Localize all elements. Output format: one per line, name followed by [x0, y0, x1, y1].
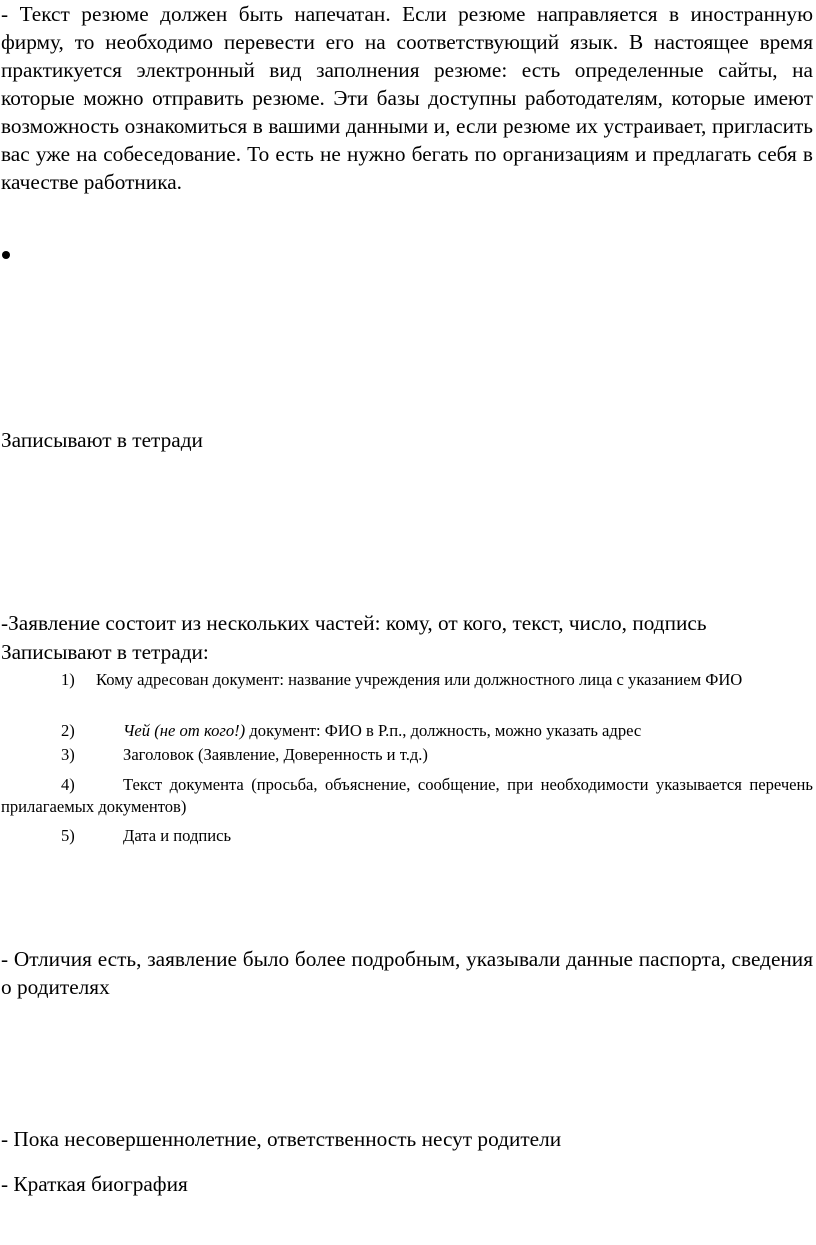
biography-line: - Краткая биография	[1, 1172, 188, 1196]
list-item-text	[123, 720, 813, 742]
list-item-rest: документ: ФИО в Р.п., должность, можно указать адрес	[245, 721, 642, 740]
statement-parts-line: -Заявление состоит из нескольких частей: кому, от кого, текст, число, подпись	[1, 611, 707, 635]
list-number: 5)	[61, 826, 75, 845]
bullet-icon	[2, 251, 10, 259]
list-number: 1)	[61, 670, 75, 689]
list-item-italic: Чей (не от кого!)	[123, 721, 246, 740]
list-item-text: Кому адресован документ: название учреждения или должностного лица с указанием ФИО	[96, 670, 743, 689]
notebook-note-2: Записывают в тетради:	[1, 640, 209, 664]
list-number: 2)	[61, 721, 75, 740]
resume-paragraph: - Текст резюме должен быть напечатан. Если резюме направляется в иностранную фирму, то необходимо перевести его на соответствующий язык. В настоящее время практикуется электронный вид заполнения резюме: есть определенные сайты, на которые можно отправить резюме. Эти базы доступны работодателям, которые имеют возможность ознакомиться в вашими данными и, если резюме их устраивает, пригласить вас уже на собеседование. То есть не нужно бегать по организациям и предлагать себя в качестве работника.	[1, 2, 813, 194]
list-number: 3)	[61, 745, 75, 764]
differences-paragraph: - Отличия есть, заявление было более подробным, указывали данные паспорта, сведения о родителях	[1, 947, 813, 999]
list-item-text: Заголовок (Заявление, Доверенность и т.д.)	[123, 745, 428, 764]
notebook-note-1: Записывают в тетради	[1, 428, 203, 452]
list-number: 4)	[61, 775, 75, 794]
list-item-text: Дата и подпись	[123, 826, 232, 845]
list-item-text: Текст документа (просьба, объяснение, сообщение, при необходимости указывается перечень прилагаемых документов)	[1, 775, 813, 816]
minors-line: - Пока несовершеннолетние, ответственность несут родители	[1, 1127, 562, 1151]
